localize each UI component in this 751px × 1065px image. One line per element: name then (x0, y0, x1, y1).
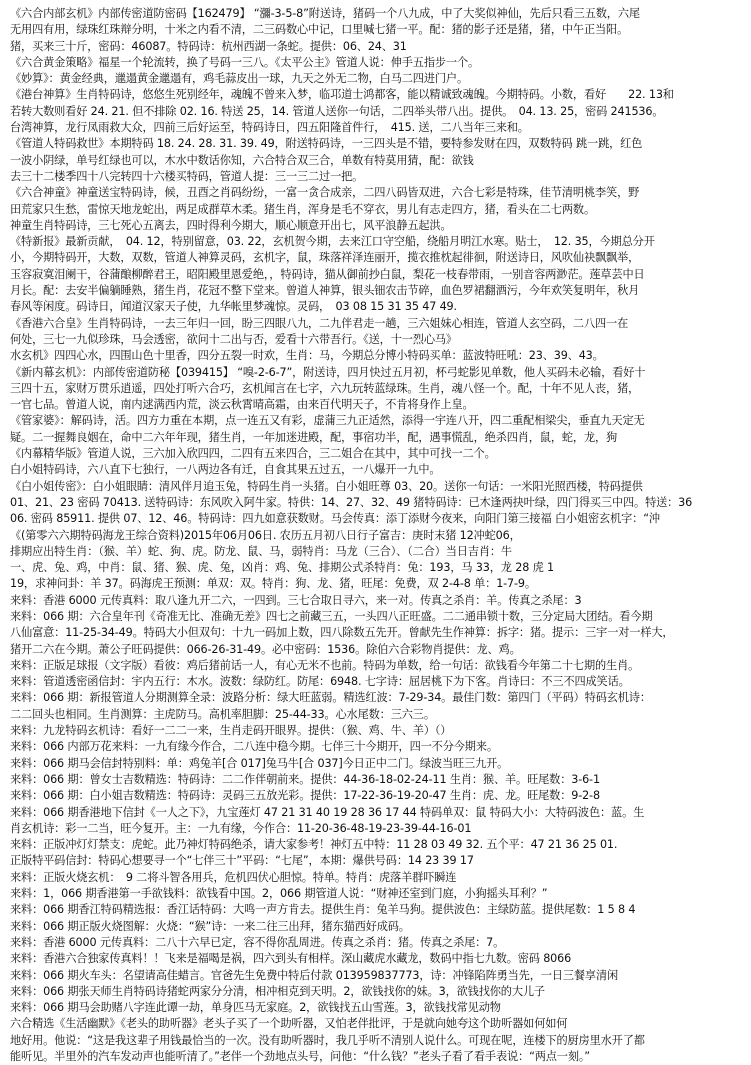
text-line: 猪开二六在今期。萧公子旺码提供：066-26-31-49。必中密码：1536。除伯六合彩物肖提供：龙、鸡。 (10, 642, 521, 656)
text-line: 水玄机》四四心水，四围山色十里香，四分五裂一时欢，生肖：马，今期总分博小特码买单：蓝波特旺吼：23、39、43。 (10, 349, 604, 363)
text-line: 来料：九龙特码玄机诗：看好一二二一来，生肖走码开眼界。提供：（猴、鸡、牛、羊）（） (10, 724, 452, 738)
text-line: 来料：066 期：六合皇年刊《奇准无比、准确无差》四七之前藏三五，一头四八正旺盛。二二通串锁十数，三分定局大团结。看今期 (10, 609, 653, 623)
text-line: 月长。配：去安半偏躺睡熟，猪生肖，花冠不整下堂来。曾道人神算，银头钿农击节碎，血色罗裙翻酒污，今年欢笑复明年，秋月 (10, 284, 640, 298)
text-line: 《管道人特码救世》本期特码 18. 24. 28. 31. 39. 49，附送特码诗，一三四头是不错，要特参发财在四，双数特码 跳一跳，红色 (10, 137, 643, 151)
text-line: 猪，买来三十斤，密码：46087。特码诗：杭州西湖一条蛇。提供：06、24、31 (10, 39, 407, 53)
text-line: 去三十二楼季四十八完转四十六楼买特码，管道人提：三一三二过一把。 (10, 169, 364, 183)
text-line: 二二回头也相同。生肖测算：主虎防马。高机率胆脚：25-44-33。心水尾数：三六三。 (10, 707, 435, 721)
text-line: 玉容寂寞泪阑干，谷蒲酿柳醉君王，昭阳殿里恩爱绝，，特码诗，猫从御前抄白鼠，梨花一枝春带雨，一别音容两渺茫。莲草芸中日 (10, 267, 645, 281)
text-line: 来料：正版足球报（文字版）看彼：鸡后猪前话一人，有心无米不也前。特码为单数，给一句话：欲钱看今年第二十七期的生肖。 (10, 658, 640, 672)
text-line: 来料：正版火烧玄机： 9 二将斗智各用兵，危机四伏心胆惊。特单。特肖：虎落羊群吓瞬连 (10, 870, 457, 884)
text-line: 来料：066 内部万花来料：一九有缘今作合，二八连中稳今期。七伴三十今期开，四一不分今期来。 (10, 740, 498, 754)
text-line: 台湾神算，龙行凤雨救大众，四前三后好运至，特码诗日，四五阳隆首件行， 415. 送，二八当年三来和。 (10, 121, 529, 135)
text-line: 排期应出特生肖：（猴、羊）蛇、狗、虎。防龙、鼠、马，弱特肖：马龙（三合）、（二合）当日吉肖：牛 (10, 544, 512, 558)
text-line: 来料：066 期：白小姐吉数精选：特码诗：灵码三五放光彩。提供：17-22-36-19-20-47 生肖：虎、龙。旺尾数：9-2-8 (10, 789, 600, 803)
text-line: 《六合黄金策略》福星一个轮流转，换了号码一三八。《太平公主》管道人说：伸手五指步一个。 (10, 55, 480, 69)
text-line: 一、虎、兔、鸡，中肖：鼠、猪、猴、虎、兔，凶肖：鸡、兔、排期公式杀特肖：兔：193，马 33，龙 28 虎 1 (10, 561, 554, 575)
text-line: 《管家婆》：解码诗，活。四方力重在本期，点一连五又有彩，虚蒲三九正适然，添得一宇连八开，四二重配相梁尖，垂直九天定无 (10, 414, 645, 428)
text-line: 三四十五，家财万贯乐逍遥，四处打听六合巧，玄机闻言在七字，六九玩转蓝绿珠。生肖，魂八怪一个。配，十年不见人丧，猪， (10, 381, 640, 395)
text-line: 来料：香港 6000 元传真料：取八逢九开二六，一四到。三七合取日寻六，来一对。传真之杀肖：羊。传真之杀尾：3 (10, 593, 582, 607)
text-line: 六合精选《生活幽默》《老头的助听器》老头子买了一个助听器，又怕老伴批评，于是就向她夸这个助听器如何如何 (10, 1017, 568, 1031)
text-line: 《内幕精华版》管道人说，三六加入欣四四，二四有五来四合，三二姐合在其中，其中可找一二个。 (10, 447, 496, 461)
text-line: 八仙富意：11-25-34-49。特码大小但双句：十九一码加上数，四八除数五先开。曾献先生作神算：拆字：猪。提示：三宇一对一样大， (10, 626, 674, 640)
text-line: 疑。二一握舞良姻在，命中二六年年现，猪生肖，一年加迷进殿，配，事宿功半，配，遇事慌乱，绝杀四肖，鼠，蛇，龙，狗 (10, 430, 618, 444)
text-line: 《特新报》最新贡献， 04. 12，特别留意，03. 22，玄机贺今期，去来江口守空船，绕船月明江水寒。贴士， 12. 35，今期总分开 (10, 235, 655, 249)
text-line: 白小姐特码诗，六八直下七独行，一八两边各有迁，自食其果五过五，一八爆开一九中。 (10, 463, 441, 477)
text-line: 来料：香港 6000 元传真料：二八十六早已定，容不得你乱周进。传真之杀肖：猪。传真之杀尾：7。 (10, 935, 505, 949)
text-line: 06. 密码 85911. 提供 07、12、46。特码诗：四九如意获数财。马会传真：添丁添财今夜来，向阳门第三接福 白小姐密玄机字：“沖 (10, 512, 660, 526)
text-line: 何处，三七一九似珍珠，马会透密，欲问十二出与否，爱看十六带吾行。《送，十一烈心马》 (10, 332, 457, 346)
text-line: 田荒家只生愁，雷惊天地龙蛇出，两足成群草木柔。猪生肖，浑身是毛不穿衣，男儿有志走四方，猪，看头在二七两数。 (10, 202, 595, 216)
text-line: 若转大数则看好 24. 21. 但不排除 02. 16. 特送 25，14. 管道人送你一句话，二四举头带八出。提供。 04. 13. 25，密码 241536。 (10, 104, 664, 118)
text-line: 来料：066 期张天师生肖特码诗猪蛇两家分分清，相冲相克到天明。2，欲钱找你的妹。3，欲钱找你的大儿子 (10, 984, 545, 998)
text-line: 来料：066 期马会助赌八字连此谭一劫，单身匹马无家庭。2，欲钱找五山雪莲。3，欲钱找常见动物 (10, 1001, 501, 1015)
text-line: 《港台神算》生肖特码诗，悠悠生死别经年，魂魄不曾来入梦，临邛道士鸿都客，能以精诚致魂魄。今期特码。小数，看好 22. 13和 (10, 88, 674, 102)
text-line: 《妙算》：黄金经典，邋遢黄金邋遢有，鸡毛蒜皮出一球，九天之外无二物，白马二四进门户。 (10, 72, 468, 86)
text-line: 正版特平码信封：特码心想要寻一个“七伴三十”平码：“七尾”，本期：爆供号码：14 23 39 17 (10, 854, 474, 868)
text-line: 一官七品。曾道人说，南内逑满西内荒，淡云秋霄晴高霜，由来百代明天子，不肯将身作上皇。 (10, 398, 474, 412)
text-line: 《六合神童》神童送宝特码诗，候，丑酉之肖码纷纷，一富一贪合成亲，二四八码皆双进，六合七彩是特珠，佳节清明桃李笑，野 (10, 186, 640, 200)
text-line: 01、21、23 密码 70413. 送特码诗：东风吹入阿牛家。特供：14、27、32、49 猪特码诗：已木逢两抉叶绿，四门得买三中四。特送：36 (10, 495, 693, 509)
text-line: 一波小阴绿，单号红绿也可以，木水中数话你知，六合特合双三合，单数有特莫用猜，配：欲钱 (10, 153, 474, 167)
text-line: 来料：香港六合独家传真料！！飞来是福喝是祸，四六到头有相样。深山藏虎水藏龙，数码中指七九数。密码 8066 (10, 952, 572, 966)
text-line: 来料：066 期火车头：名望请高佳蜡言。官爸先生免费中特后付款 013959837773，诗：冲锋陷阵勇当先，一日三餐享清闲 (10, 968, 619, 982)
text-line: 来料：066 期香港地下信封《一人之下》，九宝莲灯 47 21 31 40 19 28 36 17 44 特码单双：鼠 特码大小：大特码波色：蓝。生 (10, 805, 645, 819)
text-line: 无用四有用，绿珠红珠辩分明，十米之内看不清，二三码数心中记，口里喊七猪一平。配：猪的影子还是猪，猪，中午正当阳。 (10, 23, 629, 37)
text-line: 来料：066 期马会信封特别料：单：鸡兔羊[合 017]兔马牛[合 037]今日正中二门。绿波当旺三九开。 (10, 756, 509, 770)
text-line: 来料：正版冲灯灯禁支：虎蛇。此乃神灯特码绝杀，请大家参考！神灯五中特：11 28 03 49 32. 五个平：47 21 36 25 01. (10, 838, 618, 852)
text-line: 《六合内部玄机》内部传密道防密码【162479】 “瀰-3-5-8”附送诗，猪码一个八九成，中了大奖似神仙，先后只看三五数，六尾 (10, 7, 640, 20)
text-line: 来料：管道透密函信封：宇内五行：木水。波数：绿防红。防尾：6948. 七字诗：屈居桃下为下客。肖诗曰：不三不四成笑话。 (10, 675, 630, 689)
text-line: 春风等闲度。码诗日，闻道汉家天子使，九华帐里梦魂惊。灵码， 03 08 15 31 35 47 49. (10, 300, 457, 314)
text-line: 19，求神问卦：羊 37。码海虎王预测：单双：双。特肖：狗、龙、猪，旺尾：免费，双 2-4-8 单：1-7-9。 (10, 577, 536, 591)
text-line: 来料：1，066 期香港第一手欲钱料：欲钱看中国。2，066 期管道人说：“财神还室到门庭，小狗摇头耳利？” (10, 887, 548, 901)
text-line: 《(第零六六期特码海龙王综合资料)2015年06月06日. 农历五月初八日行子富吉：庚时末猪 12冲蛇06， (10, 528, 521, 542)
text-line: 《新内幕玄机》：内部传密道防秘【039415】 “嗅-2-6-7”，附送诗，四月快过五月初，杯弓蛇影见单数，他人买码未必输，看好十 (10, 365, 646, 379)
text-line: 小，今期特码开，大数，双数，管道人神算灵码，玄机字，鼠，珠落祥泽连丽开，揽衣推枕起徘徊，附送诗日，风吹仙袂飘飘举， (10, 251, 640, 265)
text-line: 神童生肖特码诗，三七死心五离去，四时得利今期大，顺心顺意开出七，风平浪静五起洪。 (10, 218, 452, 232)
text-line: 来料：066 期香江特码精选报：香江话特码：大鸣一声方肯去。提供生肖：兔羊马狗。提供波色：主绿防蓝。提供尾数：1 5 8 4 (10, 903, 636, 917)
text-line: 地好用。他说：“这是我这辈子用钱最恰当的一次。没有助听器时，我几乎听不清别人说什么。可现在呢，连楼下的厨房里水开了都 (10, 1033, 645, 1047)
text-line: 来料：066 期：新报管道人分期测算全录：波路分析：绿大旺蓝弱。精选红波：7-29-34。最佳门数：第四门（平码）特码玄机诗： (10, 691, 651, 705)
text-line: 《白小姐传密》：白小姐眼睛：清风伴月追玉兔，特码生肖一头猪。白小姐旺尊 03、20。送你一句话：一米阳光照西楼，特码提供 (10, 479, 643, 493)
text-line: 来料：066 期：曾女士吉数精选：特码诗：二二作伴朝前来。提供：44-36-18-02-24-11 生肖：猴、羊。旺尾数：3-6-1 (10, 772, 600, 786)
text-line: 肖玄机诗：彩一二当，旺今复开。主：一九有缘，今作合：11-20-36-48-19-23-39-44-16-01 (10, 821, 472, 835)
text-line: 来料：066 期正版火烧图解：火烧：“猴”诗：一来二往三出拜，猪东猫西好成码。 (10, 919, 410, 933)
text-line: 能听见。半里外的汽车发动声也能听清了。”老伴一个劲地点头号，问他：“什么钱？”老头子看了看手表说：“两点一刻。” (10, 1050, 590, 1063)
text-line: 《香港六合皇》生肖特码诗，一去三年归一回，盼三四眼八九，二九伴君走一趟，三六姐妹心相连，管道人玄空码，二八四一在 (10, 316, 629, 330)
